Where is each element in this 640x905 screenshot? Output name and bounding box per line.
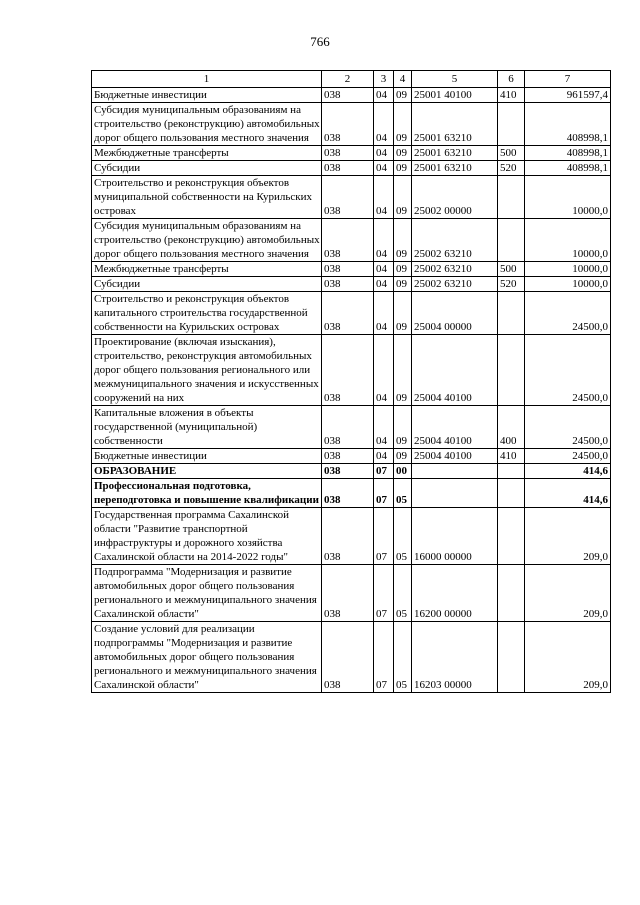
item-name-cell: Субсидии bbox=[92, 161, 322, 176]
expense-type-cell: 500 bbox=[498, 146, 525, 161]
expense-type-cell: 520 bbox=[498, 277, 525, 292]
amount-cell: 10000,0 bbox=[525, 219, 611, 262]
expense-type-cell bbox=[498, 479, 525, 508]
item-name-cell: Строительство и реконструкция объектов капитального строительства государственной собственности на Курильских островах bbox=[92, 292, 322, 335]
table-row bbox=[92, 508, 611, 565]
column-header: 7 bbox=[525, 71, 611, 88]
target-article-cell: 25002 63210 bbox=[412, 262, 498, 277]
subsection-cell: 09 bbox=[394, 88, 412, 103]
table-row bbox=[92, 406, 611, 449]
table-row bbox=[92, 565, 611, 622]
amount-cell: 10000,0 bbox=[525, 277, 611, 292]
section-cell: 04 bbox=[374, 335, 394, 406]
subsection-cell: 09 bbox=[394, 277, 412, 292]
subsection-cell: 09 bbox=[394, 449, 412, 464]
item-name-cell: Создание условий для реализации подпрограммы "Модернизация и развитие автомобильных дорог общего пользования регионального и межмуниципального значения Сахалинской области" bbox=[92, 622, 322, 693]
target-article-cell: 25004 40100 bbox=[412, 406, 498, 449]
expense-type-cell: 500 bbox=[498, 262, 525, 277]
amount-cell: 24500,0 bbox=[525, 292, 611, 335]
expense-type-cell: 410 bbox=[498, 449, 525, 464]
subsection-cell: 05 bbox=[394, 622, 412, 693]
admin-code-cell: 038 bbox=[322, 565, 374, 622]
section-cell: 04 bbox=[374, 219, 394, 262]
amount-cell: 209,0 bbox=[525, 622, 611, 693]
item-name-cell: Проектирование (включая изыскания), строительство, реконструкция автомобильных дорог общего пользования регионального или межмуниципального значения и искусственных сооружений на них bbox=[92, 335, 322, 406]
admin-code-cell: 038 bbox=[322, 464, 374, 479]
section-cell: 07 bbox=[374, 464, 394, 479]
item-name-cell: ОБРАЗОВАНИЕ bbox=[92, 464, 322, 479]
target-article-cell: 16000 00000 bbox=[412, 508, 498, 565]
item-name-cell: Межбюджетные трансферты bbox=[92, 262, 322, 277]
admin-code-cell: 038 bbox=[322, 103, 374, 146]
amount-cell: 10000,0 bbox=[525, 262, 611, 277]
subsection-cell: 09 bbox=[394, 176, 412, 219]
column-header: 4 bbox=[394, 71, 412, 88]
amount-cell: 10000,0 bbox=[525, 176, 611, 219]
section-cell: 04 bbox=[374, 449, 394, 464]
subsection-cell: 05 bbox=[394, 479, 412, 508]
table-row bbox=[92, 176, 611, 219]
table-row bbox=[92, 292, 611, 335]
column-header: 1 bbox=[92, 71, 322, 88]
expense-type-cell bbox=[498, 103, 525, 146]
item-name-cell: Профессиональная подготовка, переподготовка и повышение квалификации bbox=[92, 479, 322, 508]
target-article-cell: 25004 00000 bbox=[412, 292, 498, 335]
section-cell: 07 bbox=[374, 565, 394, 622]
expense-type-cell bbox=[498, 176, 525, 219]
target-article-cell: 25001 63210 bbox=[412, 146, 498, 161]
amount-cell: 408998,1 bbox=[525, 146, 611, 161]
subsection-cell: 05 bbox=[394, 508, 412, 565]
column-header: 6 bbox=[498, 71, 525, 88]
budget-table bbox=[91, 70, 611, 693]
table-row bbox=[92, 464, 611, 479]
admin-code-cell: 038 bbox=[322, 406, 374, 449]
column-header: 2 bbox=[322, 71, 374, 88]
table-row bbox=[92, 449, 611, 464]
section-cell: 04 bbox=[374, 406, 394, 449]
target-article-cell: 25001 40100 bbox=[412, 88, 498, 103]
target-article-cell: 16203 00000 bbox=[412, 622, 498, 693]
section-cell: 04 bbox=[374, 262, 394, 277]
admin-code-cell: 038 bbox=[322, 449, 374, 464]
expense-type-cell: 400 bbox=[498, 406, 525, 449]
subsection-cell: 05 bbox=[394, 565, 412, 622]
target-article-cell: 25004 40100 bbox=[412, 335, 498, 406]
item-name-cell: Субсидия муниципальным образованиям на строительство (реконструкцию) автомобильных дорог общего пользования местного значения bbox=[92, 103, 322, 146]
expense-type-cell bbox=[498, 292, 525, 335]
section-cell: 04 bbox=[374, 88, 394, 103]
subsection-cell: 09 bbox=[394, 103, 412, 146]
expense-type-cell bbox=[498, 219, 525, 262]
subsection-cell: 09 bbox=[394, 262, 412, 277]
section-cell: 07 bbox=[374, 479, 394, 508]
admin-code-cell: 038 bbox=[322, 161, 374, 176]
admin-code-cell: 038 bbox=[322, 508, 374, 565]
expense-type-cell bbox=[498, 565, 525, 622]
amount-cell: 209,0 bbox=[525, 508, 611, 565]
expense-type-cell: 520 bbox=[498, 161, 525, 176]
admin-code-cell: 038 bbox=[322, 262, 374, 277]
amount-cell: 24500,0 bbox=[525, 449, 611, 464]
amount-cell: 414,6 bbox=[525, 479, 611, 508]
expense-type-cell bbox=[498, 335, 525, 406]
subsection-cell: 09 bbox=[394, 335, 412, 406]
item-name-cell: Субсидия муниципальным образованиям на строительство (реконструкцию) автомобильных дорог общего пользования местного значения bbox=[92, 219, 322, 262]
target-article-cell: 25001 63210 bbox=[412, 103, 498, 146]
item-name-cell: Государственная программа Сахалинской области "Развитие транспортной инфраструктуры и дорожного хозяйства Сахалинской области на 2014-2022 годы" bbox=[92, 508, 322, 565]
table-row bbox=[92, 88, 611, 103]
admin-code-cell: 038 bbox=[322, 335, 374, 406]
subsection-cell: 09 bbox=[394, 161, 412, 176]
amount-cell: 408998,1 bbox=[525, 161, 611, 176]
target-article-cell: 25004 40100 bbox=[412, 449, 498, 464]
amount-cell: 209,0 bbox=[525, 565, 611, 622]
column-header: 3 bbox=[374, 71, 394, 88]
target-article-cell: 25002 63210 bbox=[412, 277, 498, 292]
item-name-cell: Бюджетные инвестиции bbox=[92, 88, 322, 103]
table-row bbox=[92, 161, 611, 176]
subsection-cell: 09 bbox=[394, 146, 412, 161]
target-article-cell: 16200 00000 bbox=[412, 565, 498, 622]
section-cell: 07 bbox=[374, 508, 394, 565]
subsection-cell: 00 bbox=[394, 464, 412, 479]
expense-type-cell bbox=[498, 622, 525, 693]
item-name-cell: Капитальные вложения в объекты государственной (муниципальной) собственности bbox=[92, 406, 322, 449]
column-header: 5 bbox=[412, 71, 498, 88]
expense-type-cell bbox=[498, 464, 525, 479]
admin-code-cell: 038 bbox=[322, 219, 374, 262]
table-row bbox=[92, 146, 611, 161]
table-row bbox=[92, 335, 611, 406]
amount-cell: 961597,4 bbox=[525, 88, 611, 103]
table-row bbox=[92, 622, 611, 693]
admin-code-cell: 038 bbox=[322, 176, 374, 219]
amount-cell: 24500,0 bbox=[525, 406, 611, 449]
target-article-cell: 25001 63210 bbox=[412, 161, 498, 176]
amount-cell: 414,6 bbox=[525, 464, 611, 479]
page-number: 766 bbox=[310, 34, 330, 49]
item-name-cell: Строительство и реконструкция объектов муниципальной собственности на Курильских островах bbox=[92, 176, 322, 219]
item-name-cell: Субсидии bbox=[92, 277, 322, 292]
section-cell: 07 bbox=[374, 622, 394, 693]
item-name-cell: Межбюджетные трансферты bbox=[92, 146, 322, 161]
table-row bbox=[92, 262, 611, 277]
table-row bbox=[92, 277, 611, 292]
target-article-cell bbox=[412, 464, 498, 479]
table-row bbox=[92, 219, 611, 262]
expense-type-cell: 410 bbox=[498, 88, 525, 103]
admin-code-cell: 038 bbox=[322, 88, 374, 103]
amount-cell: 24500,0 bbox=[525, 335, 611, 406]
table-row bbox=[92, 103, 611, 146]
table-row bbox=[92, 479, 611, 508]
section-cell: 04 bbox=[374, 292, 394, 335]
target-article-cell: 25002 00000 bbox=[412, 176, 498, 219]
section-cell: 04 bbox=[374, 103, 394, 146]
table-header-row bbox=[92, 71, 611, 88]
subsection-cell: 09 bbox=[394, 406, 412, 449]
admin-code-cell: 038 bbox=[322, 146, 374, 161]
subsection-cell: 09 bbox=[394, 292, 412, 335]
expense-type-cell bbox=[498, 508, 525, 565]
admin-code-cell: 038 bbox=[322, 622, 374, 693]
target-article-cell bbox=[412, 479, 498, 508]
section-cell: 04 bbox=[374, 176, 394, 219]
target-article-cell: 25002 63210 bbox=[412, 219, 498, 262]
admin-code-cell: 038 bbox=[322, 277, 374, 292]
subsection-cell: 09 bbox=[394, 219, 412, 262]
item-name-cell: Бюджетные инвестиции bbox=[92, 449, 322, 464]
amount-cell: 408998,1 bbox=[525, 103, 611, 146]
section-cell: 04 bbox=[374, 146, 394, 161]
admin-code-cell: 038 bbox=[322, 479, 374, 508]
item-name-cell: Подпрограмма "Модернизация и развитие автомобильных дорог общего пользования регионального и межмуниципального значения Сахалинской области" bbox=[92, 565, 322, 622]
section-cell: 04 bbox=[374, 161, 394, 176]
admin-code-cell: 038 bbox=[322, 292, 374, 335]
section-cell: 04 bbox=[374, 277, 394, 292]
